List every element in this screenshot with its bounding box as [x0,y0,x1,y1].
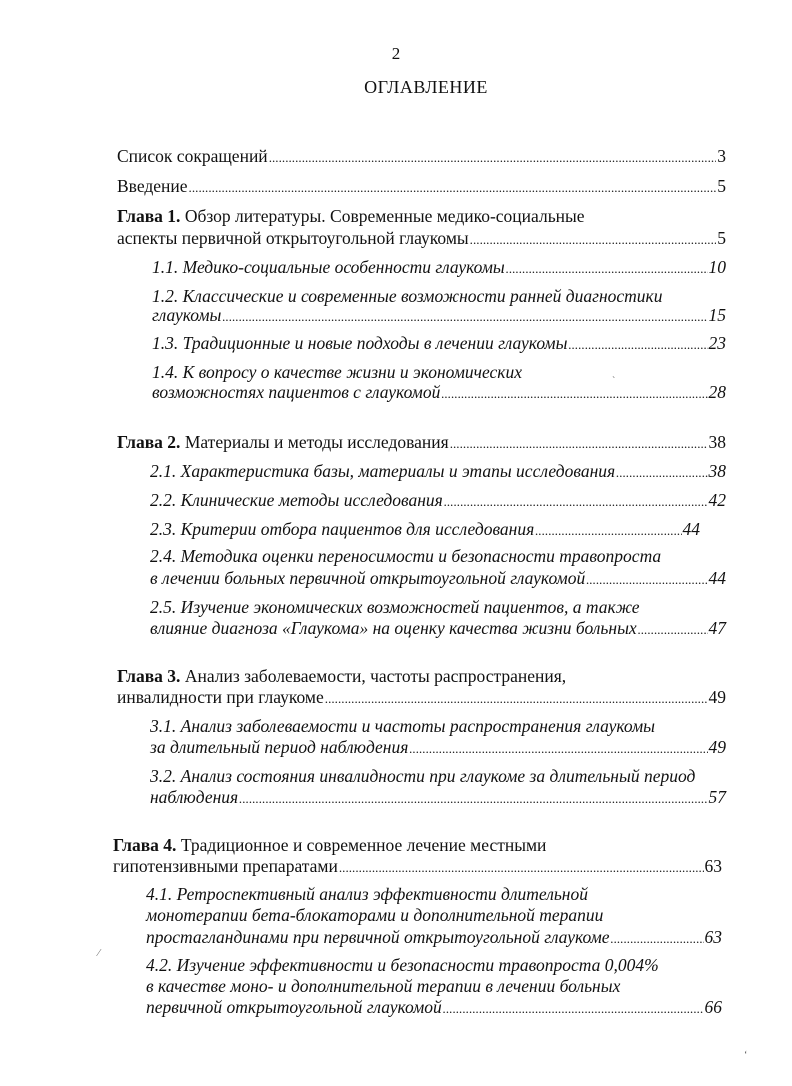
toc-page-number: 57 [708,787,726,807]
toc-leader [189,177,717,199]
toc-entry-1-2[interactable] [152,304,726,326]
toc-entry-title: влияние диагноза «Глаукома» на оценку качества жизни больных [150,618,637,638]
toc-entry-title: глаукомы [152,305,222,325]
toc-leader [441,383,707,405]
toc-leader [506,258,708,280]
toc-entry-title: в лечении больных первичной открытоугольной глаукомой [150,568,586,588]
chapter-title-text: Материалы и методы исследования [180,432,449,452]
toc-entry-4-2[interactable] [146,996,722,1018]
toc-leader [611,928,704,950]
toc-leader [339,857,704,879]
chapter-title-line2: аспекты первичной открытоугольной глаукомы [117,228,469,248]
toc-entry-4-2-line2[interactable]: в качестве моно- и дополнительной терапии в лечении больных [146,976,621,996]
toc-leader [443,998,704,1020]
chapter-label: Глава 1. [117,206,181,226]
toc-leader [239,788,707,810]
toc-leader [535,520,681,542]
toc-page-number: 38 [708,461,726,481]
toc-leader [586,569,707,591]
scan-speck: ⁄ [98,948,100,959]
toc-leader [616,462,707,484]
chapter-title-line1: Анализ заболеваемости, частоты распространения, [180,666,567,686]
toc-page-number: 28 [708,382,726,402]
toc-entry-title: наблюдения [150,787,239,807]
toc-entry-abbreviations[interactable] [117,145,726,167]
toc-leader [444,491,708,513]
toc-entry-chapter-2[interactable] [117,431,726,453]
toc-entry-2-4[interactable] [150,567,726,589]
toc-entry-chapter-1[interactable] [117,227,726,249]
toc-entry-3-1[interactable] [150,736,726,758]
toc-page-number: 49 [708,737,726,757]
toc-entry-1-4[interactable] [152,381,726,403]
toc-entry-chapter-3[interactable] [117,686,726,708]
toc-page-number: 38 [708,432,726,452]
page-number: 2 [391,44,401,63]
toc-entry-2-4-line1[interactable]: 2.4. Методика оценки переносимости и безопасности травопроста [150,546,662,566]
toc-entry-2-5-line1[interactable]: 2.5. Изучение экономических возможностей пациентов, а также [150,597,640,617]
toc-entry-3-2[interactable] [150,786,726,808]
chapter-title-line1: Традиционное и современное лечение местными [176,835,547,855]
toc-entry-title: 1.1. Медико-социальные особенности глаукомы [152,257,505,277]
toc-entry-4-1-line1[interactable]: 4.1. Ретроспективный анализ эффективности длительной [146,884,588,904]
toc-entry-title: первичной открытоугольной глаукомой [146,997,442,1017]
toc-leader [325,688,708,710]
toc-entry-title: 2.2. Клинические методы исследования [150,490,443,510]
toc-entry-4-1-line2[interactable]: монотерапии бета-блокаторами и дополнительной терапии [146,905,604,925]
chapter-label: Глава 4. [113,835,177,855]
toc-entry-1-3[interactable] [152,332,726,354]
chapter-1-title[interactable] [117,205,585,227]
toc-entry-3-1-line1[interactable]: 3.1. Анализ заболеваемости и частоты распространения глаукомы [150,716,656,736]
toc-entry-title: 2.1. Характеристика базы, материалы и этапы исследования [150,461,616,481]
page-title: ОГЛАВЛЕНИЕ [364,77,488,97]
toc-entry-2-2[interactable] [150,489,726,511]
toc-entry-title: возможностях пациентов с глаукомой [152,382,441,402]
toc-entry-introduction[interactable] [117,175,726,197]
chapter-title-line2: инвалидности при глаукоме [117,687,324,707]
toc-entry-2-1[interactable] [150,460,726,482]
toc-page-number: 66 [704,997,722,1017]
toc-entry-4-1[interactable] [146,926,722,948]
toc-entry-3-2-line1[interactable]: 3.2. Анализ состояния инвалидности при глаукоме за длительный период [150,766,696,786]
scan-speck: ʻ [744,1050,748,1061]
toc-page-number: 44 [708,568,726,588]
toc-entry-2-3[interactable] [150,518,700,540]
toc-entry-title: 2.3. Критерии отбора пациентов для исследования [150,519,535,539]
toc-leader [222,306,707,328]
toc-entry-4-2-line1[interactable]: 4.2. Изучение эффективности и безопасности травопроста 0,004% [146,955,659,975]
toc-page-number: 23 [708,333,726,353]
chapter-3-title[interactable] [117,665,566,687]
toc-page-number: 44 [682,519,700,539]
toc-leader [638,619,708,641]
toc-page-number: 5 [717,176,726,196]
toc-entry-1-2-line1[interactable]: 1.2. Классические и современные возможности ранней диагностики [152,286,663,306]
toc-leader [409,738,707,760]
toc-leader [568,334,707,356]
toc-entry-1-4-line1[interactable]: 1.4. К вопросу о качестве жизни и экономических [152,362,523,382]
chapter-4-title[interactable] [113,834,546,856]
scan-speck: ˋ [612,376,616,387]
toc-entry-title: за длительный период наблюдения [150,737,409,757]
toc-page-number: 49 [708,687,726,707]
toc-entry-chapter-4[interactable] [113,855,722,877]
toc-page-number: 15 [708,305,726,325]
toc-entry-1-1[interactable] [152,256,726,278]
toc-page-number: 3 [717,146,726,166]
toc-page-number: 10 [708,257,726,277]
toc-entry-title: простагландинами при первичной открытоугольной глаукоме [146,927,610,947]
toc-entry-2-5[interactable] [150,617,726,639]
toc-entry-title: Список сокращений [117,146,268,166]
toc-leader [269,147,717,169]
toc-page-number: 63 [704,927,722,947]
toc-page-number: 42 [708,490,726,510]
toc-entry-title: 1.3. Традиционные и новые подходы в лечении глаукомы [152,333,568,353]
chapter-title-line1: Обзор литературы. Современные медико-социальные [180,206,585,226]
chapter-title [117,431,449,453]
chapter-label: Глава 2. [117,432,181,452]
toc-leader [470,229,717,251]
toc-page-number: 63 [704,856,722,876]
toc-leader [450,433,708,455]
toc-page-number: 47 [708,618,726,638]
toc-page-number: 5 [717,228,726,248]
chapter-title-line2: гипотензивными препаратами [113,856,338,876]
chapter-label: Глава 3. [117,666,181,686]
toc-entry-title: Введение [117,176,188,196]
